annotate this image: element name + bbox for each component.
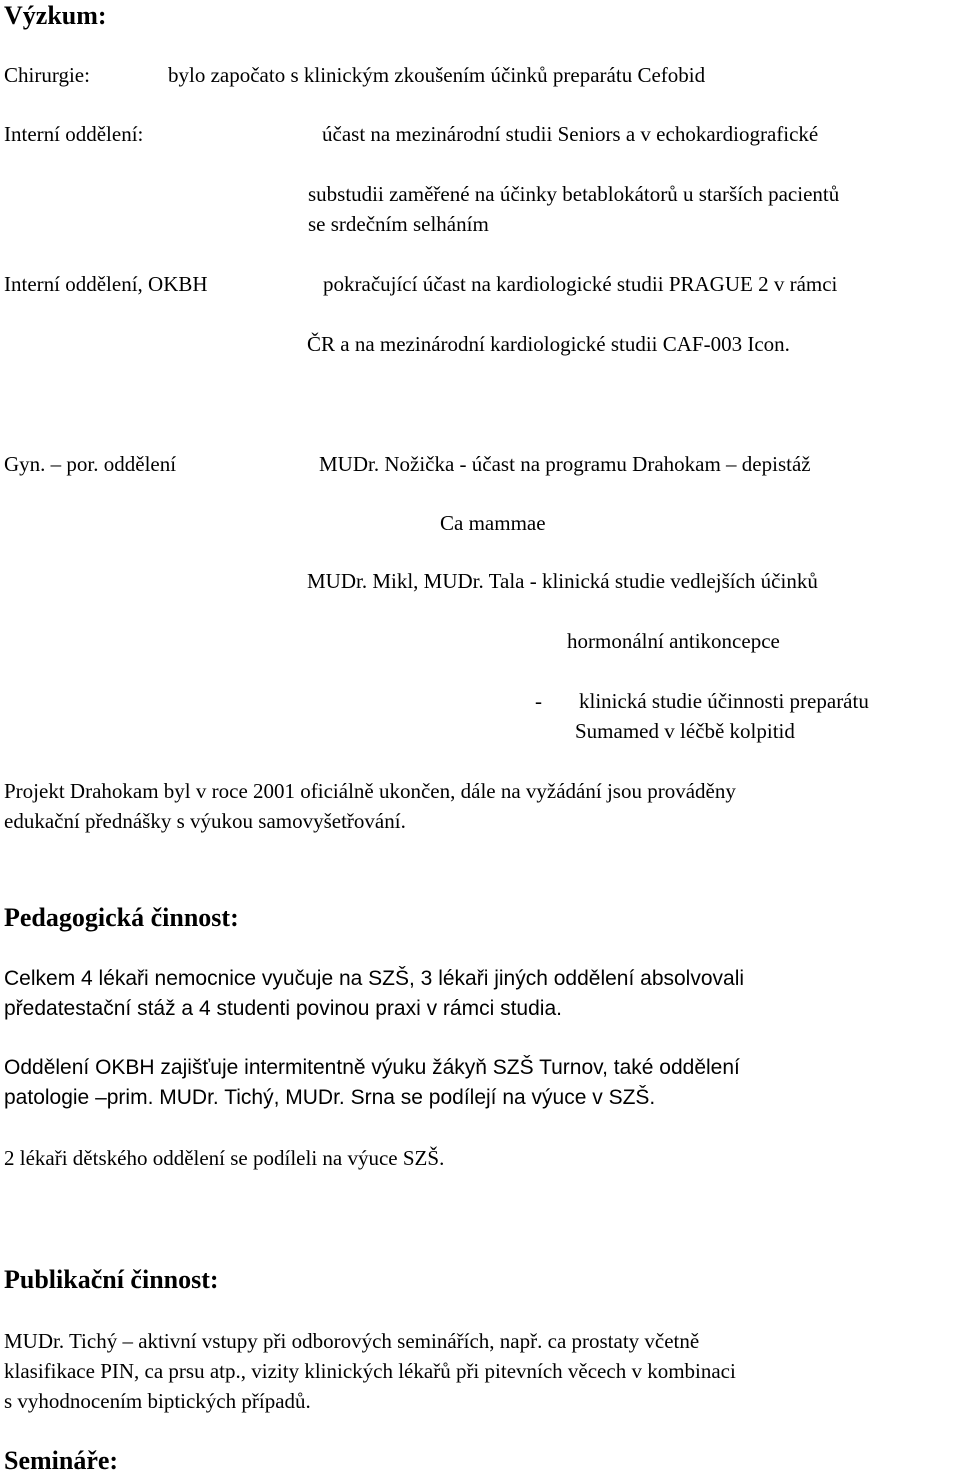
text-gyn-line1: MUDr. Nožička - účast na programu Drahokam – depistáž	[319, 452, 811, 476]
publikacni-line1: MUDr. Tichý – aktivní vstupy při odborových seminářích, např. ca prostaty včetně	[4, 1329, 700, 1353]
label-interni-okbh: Interní oddělení, OKBH	[4, 272, 208, 296]
text-chirurgie: bylo započato s klinickým zkoušením účinků preparátu Cefobid	[168, 63, 706, 87]
text-gyn-line3: MUDr. Mikl, MUDr. Tala - klinická studie vedlejších účinků	[307, 569, 818, 593]
pedagogicka-p2-line2: patologie –prim. MUDr. Tichý, MUDr. Srna se podílejí na výuce v SZŠ.	[4, 1086, 656, 1109]
publikacni-line3: s vyhodnocením biptických případů.	[4, 1389, 311, 1413]
paragraph-drahokam-line1: Projekt Drahokam byl v roce 2001 oficiálně ukončen, dále na vyžádání jsou prováděny	[4, 779, 736, 803]
label-interni: Interní oddělení:	[4, 122, 144, 146]
text-okbh-line1: pokračující účast na kardiologické studii PRAGUE 2 v rámci	[323, 272, 838, 296]
text-gyn-line4: hormonální antikoncepce	[567, 629, 780, 653]
paragraph-drahokam-line2: edukační přednášky s výukou samovyšetřování.	[4, 809, 406, 833]
text-gyn-dash: -	[535, 689, 542, 713]
section-heading-seminare: Semináře:	[4, 1446, 119, 1475]
label-gyn: Gyn. – por. oddělení	[4, 452, 177, 476]
pedagogicka-p1-line2: předatestační stáž a 4 studenti povinou praxi v rámci studia.	[4, 997, 562, 1020]
text-interni-line3: se srdečním selháním	[308, 212, 489, 236]
text-okbh-line2: ČR a na mezinárodní kardiologické studii CAF-003 Icon.	[307, 332, 790, 356]
text-gyn-line6: Sumamed v léčbě kolpitid	[575, 719, 795, 743]
text-interni-line1: účast na mezinárodní studii Seniors a v echokardiografické	[322, 122, 819, 146]
text-interni-line2: substudii zaměřené na účinky betablokátorů u starších pacientů	[308, 182, 840, 206]
label-chirurgie: Chirurgie:	[4, 63, 90, 87]
pedagogicka-p3: 2 lékaři dětského oddělení se podíleli na výuce SZŠ.	[4, 1146, 445, 1170]
section-heading-publikacni: Publikační činnost:	[4, 1265, 219, 1294]
section-heading-vyzkum: Výzkum:	[4, 1, 107, 30]
section-heading-pedagogicka: Pedagogická činnost:	[4, 903, 239, 932]
text-gyn-line2: Ca mammae	[440, 511, 546, 535]
pedagogicka-p1-line1: Celkem 4 lékaři nemocnice vyučuje na SZŠ, 3 lékaři jiných oddělení absolvovali	[4, 967, 745, 990]
pedagogicka-p2-line1: Oddělení OKBH zajišťuje intermitentně výuku žákyň SZŠ Turnov, také oddělení	[4, 1056, 740, 1079]
text-gyn-line5: klinická studie účinnosti preparátu	[579, 689, 869, 713]
publikacni-line2: klasifikace PIN, ca prsu atp., vizity klinických lékařů při pitevních věcech v kombinaci	[4, 1359, 736, 1383]
